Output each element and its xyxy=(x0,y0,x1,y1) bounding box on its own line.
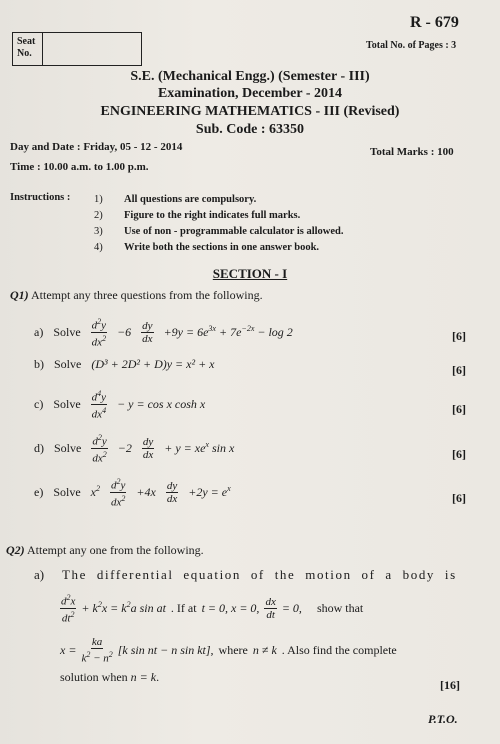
q2-marks: [16] xyxy=(440,678,460,692)
instruction-item: 3) Use of non - programmable calculator is allowed. xyxy=(94,226,344,237)
total-pages: Total No. of Pages : 3 xyxy=(366,40,457,51)
course-title: S.E. (Mechanical Engg.) (Semester - III) xyxy=(130,69,370,84)
exam-title: Examination, December - 2014 xyxy=(157,86,343,101)
subject-title: ENGINEERING MATHEMATICS - III (Revised) xyxy=(100,104,400,119)
q1-e-marks: [6] xyxy=(452,491,466,505)
q1-c-marks: [6] xyxy=(452,402,466,416)
q2-line-3: x = $\frac{ka}{k^2 - n^2}$ [k sin nt − n sin kt], where n ≠ k . Also find the complete xyxy=(60,636,397,665)
instruction-item: 4) Write both the sections in one answer book. xyxy=(94,242,320,253)
q2-line-1: The differential equation of the motion of a body is xyxy=(62,567,457,582)
q1-d-marks: [6] xyxy=(452,447,466,461)
day-and-date: Day and Date : Friday, 05 - 12 - 2014 xyxy=(10,141,183,153)
q1-part-c: c) Solve $\frac{d^4y}{dx^4}$ − y = cos x cosh x xyxy=(34,389,206,421)
subject-code: Sub. Code : 63350 xyxy=(195,122,305,137)
q1-part-a: a) Solve $\frac{d^2y}{dx^2}$ −6 $\frac{dy}{dx}$ $+9y = 6e^{3x} + 7e^{-2x} - \log 2$ xyxy=(34,317,293,349)
seat-number-field xyxy=(43,33,141,65)
q2-part-a-label: a) xyxy=(34,567,45,582)
q2-line-2: $\frac{d^2x}{dt^2}$ + $k^2x = k^2a$ sin at . If at t = 0, x = 0, $\frac{dx}{dt}$ = 0, show that xyxy=(61,593,364,625)
q1-a-marks: [6] xyxy=(452,329,466,343)
paper-code: R - 679 xyxy=(410,14,459,31)
instructions-list xyxy=(94,192,344,256)
pto-note: P.T.O. xyxy=(428,712,458,726)
q1-heading: Q1) Attempt any three questions from the following. xyxy=(10,288,263,302)
seat-label: Seat No. xyxy=(13,33,43,65)
q1-part-e: e) Solve $x^2$ $\frac{d^2y}{dx^2}$ +4x $\frac{dy}{dx}$ $+2y = e^x$ xyxy=(34,477,231,509)
seat-number-box xyxy=(12,32,142,66)
q2-line-4: solution when n = k. xyxy=(60,670,160,684)
instructions-label: Instructions : xyxy=(10,192,71,203)
q1-b-marks: [6] xyxy=(452,363,466,377)
exam-time: Time : 10.00 a.m. to 1.00 p.m. xyxy=(10,161,149,173)
instruction-item: 2) Figure to the right indicates full marks. xyxy=(94,210,301,221)
q1-part-b: b) Solve (D³ + 2D² + D)y = x² + x xyxy=(34,357,215,371)
instruction-item: 1) All questions are compulsory. xyxy=(94,194,257,205)
q1-part-d: d) Solve $\frac{d^2y}{dx^2}$ −2 $\frac{dy}{dx}$ + $y = xe^x$ sin x xyxy=(34,433,235,465)
q2-heading: Q2) Attempt any one from the following. xyxy=(6,543,204,557)
total-marks: Total Marks : 100 xyxy=(370,146,454,158)
section-heading: SECTION - I xyxy=(212,266,288,281)
